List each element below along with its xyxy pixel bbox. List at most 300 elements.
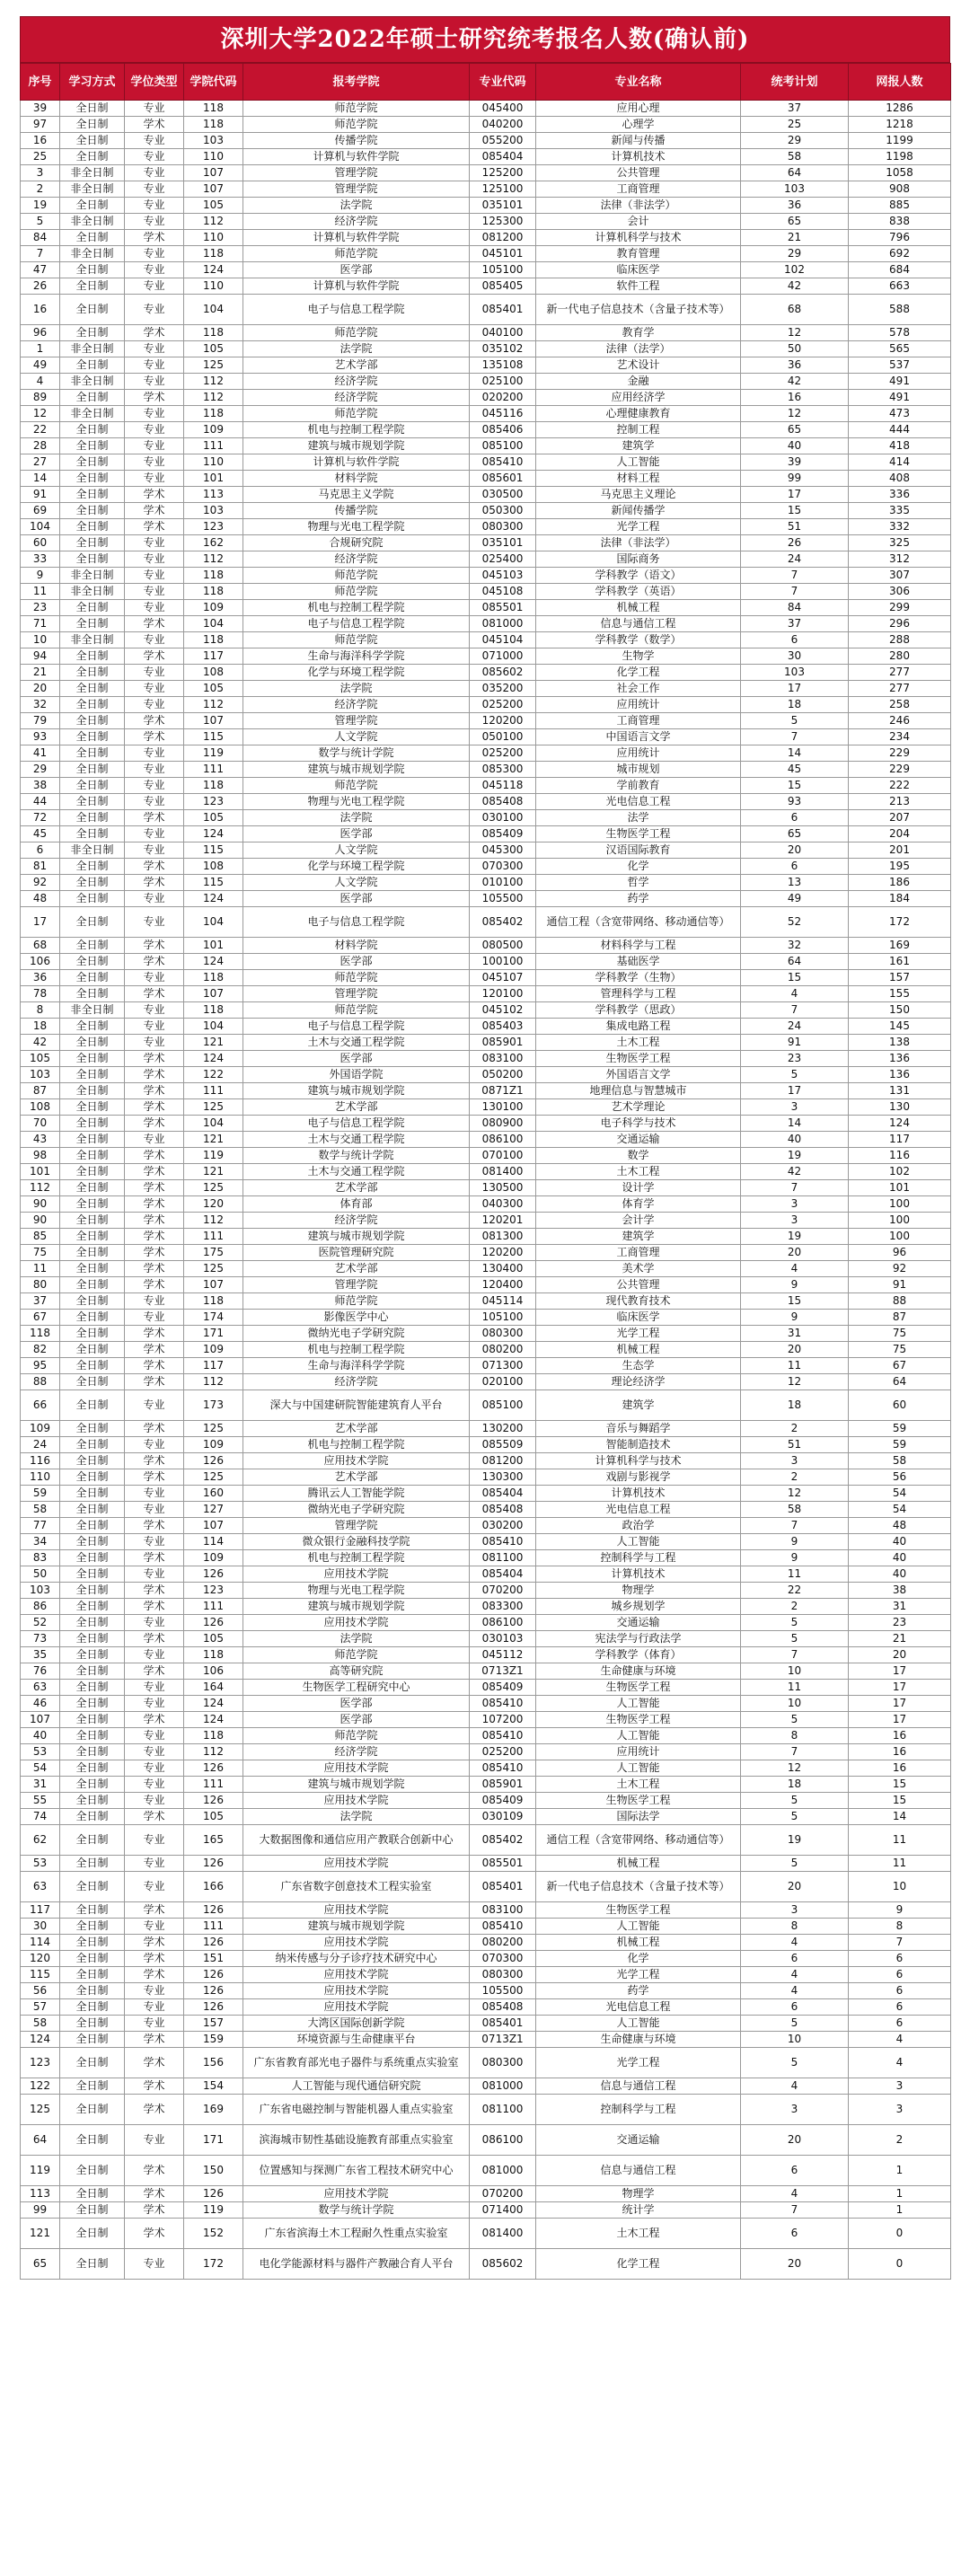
major-code-cell: 085402: [470, 1825, 536, 1856]
major-code-cell: 085100: [470, 438, 536, 454]
college-name-cell: 经济学院: [243, 374, 470, 390]
registrants-cell: 6: [849, 1983, 951, 1999]
study-mode-cell: 全日制: [60, 2219, 125, 2249]
study-mode-cell: 全日制: [60, 1999, 125, 2016]
study-mode-cell: 全日制: [60, 117, 125, 133]
major-name-cell: 教育管理: [536, 246, 741, 262]
registrants-cell: 40: [849, 1566, 951, 1583]
degree-type-cell: 专业: [125, 535, 184, 551]
exam-quota-cell: 7: [741, 1518, 849, 1534]
degree-type-cell: 学术: [125, 1164, 184, 1180]
exam-quota-cell: 20: [741, 2125, 849, 2156]
major-name-cell: 交通运输: [536, 1132, 741, 1148]
row-index-cell: 41: [21, 745, 60, 762]
table-row: [21, 1083, 951, 1099]
row-index-cell: 98: [21, 1148, 60, 1164]
study-mode-cell: 全日制: [60, 2016, 125, 2032]
study-mode-cell: 全日制: [60, 1035, 125, 1051]
college-code-cell: 104: [184, 295, 243, 325]
college-code-cell: 121: [184, 1132, 243, 1148]
college-code-cell: 160: [184, 1486, 243, 1502]
row-index-cell: 38: [21, 778, 60, 794]
row-index-cell: 32: [21, 697, 60, 713]
exam-quota-cell: 37: [741, 616, 849, 632]
exam-quota-cell: 3: [741, 1902, 849, 1919]
degree-type-cell: 专业: [125, 665, 184, 681]
major-code-cell: 085300: [470, 762, 536, 778]
college-name-cell: 人文学院: [243, 875, 470, 891]
college-name-cell: 合规研究院: [243, 535, 470, 551]
table-row: [21, 938, 951, 954]
major-name-cell: 心理健康教育: [536, 406, 741, 422]
exam-quota-cell: 13: [741, 875, 849, 891]
header-cell: 学习方式: [60, 64, 125, 101]
major-name-cell: 法律（非法学）: [536, 198, 741, 214]
row-index-cell: 24: [21, 1437, 60, 1453]
major-name-cell: 化学工程: [536, 2249, 741, 2280]
row-index-cell: 30: [21, 1919, 60, 1935]
table-row: [21, 1615, 951, 1631]
college-name-cell: 生命与海洋科学学院: [243, 648, 470, 665]
major-code-cell: 130500: [470, 1180, 536, 1196]
college-code-cell: 118: [184, 632, 243, 648]
exam-quota-cell: 3: [741, 1453, 849, 1469]
degree-type-cell: 学术: [125, 1099, 184, 1116]
major-code-cell: 130200: [470, 1421, 536, 1437]
table-row: [21, 1310, 951, 1326]
row-index-cell: 76: [21, 1663, 60, 1680]
college-code-cell: 174: [184, 1310, 243, 1326]
table-row: [21, 1116, 951, 1132]
college-code-cell: 109: [184, 600, 243, 616]
row-index-cell: 29: [21, 762, 60, 778]
table-row: [21, 487, 951, 503]
degree-type-cell: 专业: [125, 1919, 184, 1935]
degree-type-cell: 学术: [125, 1712, 184, 1728]
study-mode-cell: 全日制: [60, 1326, 125, 1342]
exam-quota-cell: 12: [741, 406, 849, 422]
study-mode-cell: 全日制: [60, 422, 125, 438]
degree-type-cell: 学术: [125, 1599, 184, 1615]
college-code-cell: 112: [184, 214, 243, 230]
table-row: [21, 1326, 951, 1342]
registrants-cell: 325: [849, 535, 951, 551]
major-code-cell: 120200: [470, 713, 536, 729]
row-index-cell: 83: [21, 1550, 60, 1566]
row-index-cell: 99: [21, 2202, 60, 2219]
major-name-cell: 药学: [536, 891, 741, 907]
major-name-cell: 药学: [536, 1983, 741, 1999]
college-name-cell: 应用技术学院: [243, 1999, 470, 2016]
major-code-cell: 086100: [470, 2125, 536, 2156]
college-code-cell: 110: [184, 454, 243, 471]
degree-type-cell: 学术: [125, 2219, 184, 2249]
row-index-cell: 1: [21, 341, 60, 357]
major-code-cell: 050100: [470, 729, 536, 745]
college-name-cell: 医学部: [243, 1712, 470, 1728]
study-mode-cell: 全日制: [60, 1566, 125, 1583]
table-row: [21, 1245, 951, 1261]
college-code-cell: 118: [184, 1728, 243, 1744]
exam-quota-cell: 15: [741, 970, 849, 986]
college-code-cell: 166: [184, 1872, 243, 1902]
major-name-cell: 学科教学（生物）: [536, 970, 741, 986]
college-name-cell: 师范学院: [243, 406, 470, 422]
study-mode-cell: 全日制: [60, 907, 125, 938]
college-code-cell: 118: [184, 584, 243, 600]
degree-type-cell: 专业: [125, 551, 184, 568]
row-index-cell: 23: [21, 600, 60, 616]
exam-quota-cell: 3: [741, 1213, 849, 1229]
college-name-cell: 应用技术学院: [243, 1902, 470, 1919]
table-row: [21, 1277, 951, 1293]
major-code-cell: 045112: [470, 1647, 536, 1663]
major-code-cell: 0871Z1: [470, 1083, 536, 1099]
major-name-cell: 哲学: [536, 875, 741, 891]
college-code-cell: 104: [184, 1116, 243, 1132]
college-name-cell: 医学部: [243, 891, 470, 907]
degree-type-cell: 专业: [125, 745, 184, 762]
exam-quota-cell: 91: [741, 1035, 849, 1051]
college-name-cell: 传播学院: [243, 503, 470, 519]
row-index-cell: 14: [21, 471, 60, 487]
degree-type-cell: 学术: [125, 1663, 184, 1680]
table-row: [21, 519, 951, 535]
exam-quota-cell: 52: [741, 907, 849, 938]
table-row: [21, 1935, 951, 1951]
college-code-cell: 103: [184, 133, 243, 149]
row-index-cell: 25: [21, 149, 60, 165]
table-row: [21, 1631, 951, 1647]
registrants-cell: 117: [849, 1132, 951, 1148]
study-mode-cell: 全日制: [60, 1132, 125, 1148]
major-name-cell: 工商管理: [536, 1245, 741, 1261]
exam-quota-cell: 5: [741, 1631, 849, 1647]
row-index-cell: 106: [21, 954, 60, 970]
study-mode-cell: 全日制: [60, 278, 125, 295]
registrants-cell: 7: [849, 1935, 951, 1951]
major-code-cell: 081000: [470, 616, 536, 632]
registrants-cell: 23: [849, 1615, 951, 1631]
major-name-cell: 戏剧与影视学: [536, 1469, 741, 1486]
registrants-cell: 4: [849, 2032, 951, 2048]
table-row: [21, 954, 951, 970]
table-row: [21, 1293, 951, 1310]
row-index-cell: 103: [21, 1067, 60, 1083]
registrants-cell: 75: [849, 1326, 951, 1342]
college-name-cell: 经济学院: [243, 214, 470, 230]
table-row: [21, 2048, 951, 2078]
row-index-cell: 28: [21, 438, 60, 454]
study-mode-cell: 全日制: [60, 1421, 125, 1437]
registrants-cell: 6: [849, 1951, 951, 1967]
college-code-cell: 118: [184, 246, 243, 262]
table-row: [21, 1728, 951, 1744]
exam-quota-cell: 51: [741, 1437, 849, 1453]
study-mode-cell: 全日制: [60, 938, 125, 954]
major-name-cell: 光电信息工程: [536, 1999, 741, 2016]
registration-table: [20, 63, 951, 2280]
row-index-cell: 118: [21, 1326, 60, 1342]
college-name-cell: 生命与海洋科学学院: [243, 1358, 470, 1374]
major-code-cell: 020100: [470, 1374, 536, 1390]
college-code-cell: 117: [184, 1358, 243, 1374]
major-name-cell: 学科教学（语文）: [536, 568, 741, 584]
study-mode-cell: 全日制: [60, 1712, 125, 1728]
row-index-cell: 64: [21, 2125, 60, 2156]
major-code-cell: 071000: [470, 648, 536, 665]
exam-quota-cell: 49: [741, 891, 849, 907]
college-name-cell: 微纳光电子学研究院: [243, 1326, 470, 1342]
registrants-cell: 312: [849, 551, 951, 568]
study-mode-cell: 全日制: [60, 2125, 125, 2156]
degree-type-cell: 专业: [125, 1566, 184, 1583]
major-code-cell: 035101: [470, 198, 536, 214]
exam-quota-cell: 6: [741, 632, 849, 648]
exam-quota-cell: 5: [741, 1809, 849, 1825]
college-name-cell: 师范学院: [243, 1002, 470, 1019]
exam-quota-cell: 4: [741, 1983, 849, 1999]
exam-quota-cell: 65: [741, 214, 849, 230]
major-code-cell: 085405: [470, 278, 536, 295]
study-mode-cell: 全日制: [60, 954, 125, 970]
major-name-cell: 计算机科学与技术: [536, 1453, 741, 1469]
table-row: [21, 632, 951, 648]
study-mode-cell: 全日制: [60, 665, 125, 681]
exam-quota-cell: 11: [741, 1566, 849, 1583]
college-code-cell: 171: [184, 2125, 243, 2156]
major-code-cell: 025200: [470, 697, 536, 713]
major-code-cell: 085409: [470, 1793, 536, 1809]
major-name-cell: 基础医学: [536, 954, 741, 970]
exam-quota-cell: 14: [741, 745, 849, 762]
college-code-cell: 121: [184, 1164, 243, 1180]
degree-type-cell: 专业: [125, 1534, 184, 1550]
study-mode-cell: 全日制: [60, 1615, 125, 1631]
registrants-cell: 6: [849, 1967, 951, 1983]
row-index-cell: 11: [21, 584, 60, 600]
study-mode-cell: 全日制: [60, 826, 125, 842]
major-name-cell: 光学工程: [536, 2048, 741, 2078]
college-name-cell: 数学与统计学院: [243, 745, 470, 762]
major-code-cell: 030100: [470, 810, 536, 826]
degree-type-cell: 专业: [125, 1647, 184, 1663]
table-row: [21, 648, 951, 665]
college-name-cell: 电子与信息工程学院: [243, 1019, 470, 1035]
table-row: [21, 1164, 951, 1180]
college-name-cell: 师范学院: [243, 584, 470, 600]
degree-type-cell: 专业: [125, 422, 184, 438]
study-mode-cell: 全日制: [60, 600, 125, 616]
exam-quota-cell: 103: [741, 181, 849, 198]
exam-quota-cell: 50: [741, 341, 849, 357]
exam-quota-cell: 5: [741, 1712, 849, 1728]
table-row: [21, 117, 951, 133]
row-index-cell: 105: [21, 1051, 60, 1067]
study-mode-cell: 全日制: [60, 1374, 125, 1390]
major-code-cell: 030103: [470, 1631, 536, 1647]
row-index-cell: 7: [21, 246, 60, 262]
row-index-cell: 33: [21, 551, 60, 568]
study-mode-cell: 全日制: [60, 1534, 125, 1550]
major-code-cell: 120201: [470, 1213, 536, 1229]
row-index-cell: 16: [21, 295, 60, 325]
college-code-cell: 175: [184, 1245, 243, 1261]
study-mode-cell: 全日制: [60, 2249, 125, 2280]
table-row: [21, 295, 951, 325]
major-name-cell: 工商管理: [536, 181, 741, 198]
college-code-cell: 118: [184, 970, 243, 986]
study-mode-cell: 全日制: [60, 1213, 125, 1229]
registrants-cell: 161: [849, 954, 951, 970]
college-name-cell: 经济学院: [243, 1213, 470, 1229]
major-code-cell: 085100: [470, 1390, 536, 1421]
exam-quota-cell: 42: [741, 278, 849, 295]
row-index-cell: 93: [21, 729, 60, 745]
degree-type-cell: 专业: [125, 2016, 184, 2032]
major-name-cell: 物理学: [536, 2186, 741, 2202]
college-code-cell: 118: [184, 1293, 243, 1310]
college-code-cell: 120: [184, 1196, 243, 1213]
major-code-cell: 070100: [470, 1148, 536, 1164]
degree-type-cell: 学术: [125, 2048, 184, 2078]
study-mode-cell: 全日制: [60, 1245, 125, 1261]
major-code-cell: 130100: [470, 1099, 536, 1116]
table-row: [21, 1374, 951, 1390]
college-name-cell: 影像医学中心: [243, 1310, 470, 1326]
row-index-cell: 22: [21, 422, 60, 438]
registrants-cell: 213: [849, 794, 951, 810]
college-name-cell: 滨海城市韧性基础设施教育部重点实验室: [243, 2125, 470, 2156]
study-mode-cell: 全日制: [60, 230, 125, 246]
study-mode-cell: 全日制: [60, 970, 125, 986]
table-row: [21, 1196, 951, 1213]
study-mode-cell: 全日制: [60, 745, 125, 762]
table-row: [21, 1696, 951, 1712]
registrants-cell: 229: [849, 762, 951, 778]
major-name-cell: 化学: [536, 859, 741, 875]
table-row: [21, 1051, 951, 1067]
major-name-cell: 汉语国际教育: [536, 842, 741, 859]
table-row: [21, 454, 951, 471]
major-name-cell: 临床医学: [536, 262, 741, 278]
major-code-cell: 030200: [470, 1518, 536, 1534]
college-name-cell: 生物医学工程研究中心: [243, 1680, 470, 1696]
table-row: [21, 1872, 951, 1902]
table-row: [21, 842, 951, 859]
major-name-cell: 教育学: [536, 325, 741, 341]
major-name-cell: 生态学: [536, 1358, 741, 1374]
table-row: [21, 1019, 951, 1035]
table-row: [21, 1793, 951, 1809]
registrants-cell: 838: [849, 214, 951, 230]
college-code-cell: 117: [184, 648, 243, 665]
row-index-cell: 90: [21, 1196, 60, 1213]
college-code-cell: 118: [184, 117, 243, 133]
exam-quota-cell: 6: [741, 2156, 849, 2186]
major-name-cell: 马克思主义理论: [536, 487, 741, 503]
college-name-cell: 师范学院: [243, 632, 470, 648]
college-name-cell: 机电与控制工程学院: [243, 600, 470, 616]
registrants-cell: 100: [849, 1196, 951, 1213]
major-name-cell: 政治学: [536, 1518, 741, 1534]
degree-type-cell: 专业: [125, 762, 184, 778]
registrants-cell: 16: [849, 1728, 951, 1744]
college-name-cell: 师范学院: [243, 1647, 470, 1663]
college-code-cell: 115: [184, 729, 243, 745]
major-code-cell: 085410: [470, 1696, 536, 1712]
degree-type-cell: 专业: [125, 1760, 184, 1777]
study-mode-cell: 全日制: [60, 1469, 125, 1486]
exam-quota-cell: 7: [741, 1744, 849, 1760]
table-row: [21, 1486, 951, 1502]
exam-quota-cell: 23: [741, 1051, 849, 1067]
major-name-cell: 光学工程: [536, 1967, 741, 1983]
exam-quota-cell: 9: [741, 1534, 849, 1550]
college-name-cell: 物理与光电工程学院: [243, 519, 470, 535]
degree-type-cell: 学术: [125, 1229, 184, 1245]
college-code-cell: 125: [184, 357, 243, 374]
college-code-cell: 105: [184, 198, 243, 214]
degree-type-cell: 专业: [125, 438, 184, 454]
exam-quota-cell: 7: [741, 1647, 849, 1663]
major-code-cell: 085403: [470, 1019, 536, 1035]
major-name-cell: 公共管理: [536, 1277, 741, 1293]
registrants-cell: 116: [849, 1148, 951, 1164]
row-index-cell: 54: [21, 1760, 60, 1777]
exam-quota-cell: 12: [741, 325, 849, 341]
registrants-cell: 0: [849, 2219, 951, 2249]
row-index-cell: 37: [21, 1293, 60, 1310]
major-code-cell: 045108: [470, 584, 536, 600]
registrants-cell: 277: [849, 681, 951, 697]
study-mode-cell: 非全日制: [60, 341, 125, 357]
row-index-cell: 20: [21, 681, 60, 697]
college-name-cell: 师范学院: [243, 778, 470, 794]
registrants-cell: 908: [849, 181, 951, 198]
major-name-cell: 应用统计: [536, 697, 741, 713]
registrants-cell: 565: [849, 341, 951, 357]
table-row: [21, 406, 951, 422]
registrants-cell: 280: [849, 648, 951, 665]
major-name-cell: 艺术设计: [536, 357, 741, 374]
college-code-cell: 110: [184, 278, 243, 295]
row-index-cell: 77: [21, 1518, 60, 1534]
college-code-cell: 159: [184, 2032, 243, 2048]
college-code-cell: 124: [184, 1051, 243, 1067]
college-name-cell: 应用技术学院: [243, 1967, 470, 1983]
study-mode-cell: 全日制: [60, 2078, 125, 2095]
college-name-cell: 土木与交通工程学院: [243, 1035, 470, 1051]
college-code-cell: 118: [184, 406, 243, 422]
row-index-cell: 91: [21, 487, 60, 503]
college-name-cell: 医学部: [243, 1051, 470, 1067]
study-mode-cell: 全日制: [60, 535, 125, 551]
major-name-cell: 现代教育技术: [536, 1293, 741, 1310]
college-name-cell: 建筑与城市规划学院: [243, 1599, 470, 1615]
exam-quota-cell: 58: [741, 1502, 849, 1518]
college-name-cell: 应用技术学院: [243, 1615, 470, 1631]
row-index-cell: 50: [21, 1566, 60, 1583]
study-mode-cell: 全日制: [60, 1019, 125, 1035]
row-index-cell: 46: [21, 1696, 60, 1712]
college-code-cell: 124: [184, 1712, 243, 1728]
table-row: [21, 101, 951, 117]
college-name-cell: 师范学院: [243, 117, 470, 133]
study-mode-cell: 全日制: [60, 1261, 125, 1277]
major-name-cell: 通信工程（含宽带网络、移动通信等）: [536, 907, 741, 938]
degree-type-cell: 专业: [125, 2249, 184, 2280]
